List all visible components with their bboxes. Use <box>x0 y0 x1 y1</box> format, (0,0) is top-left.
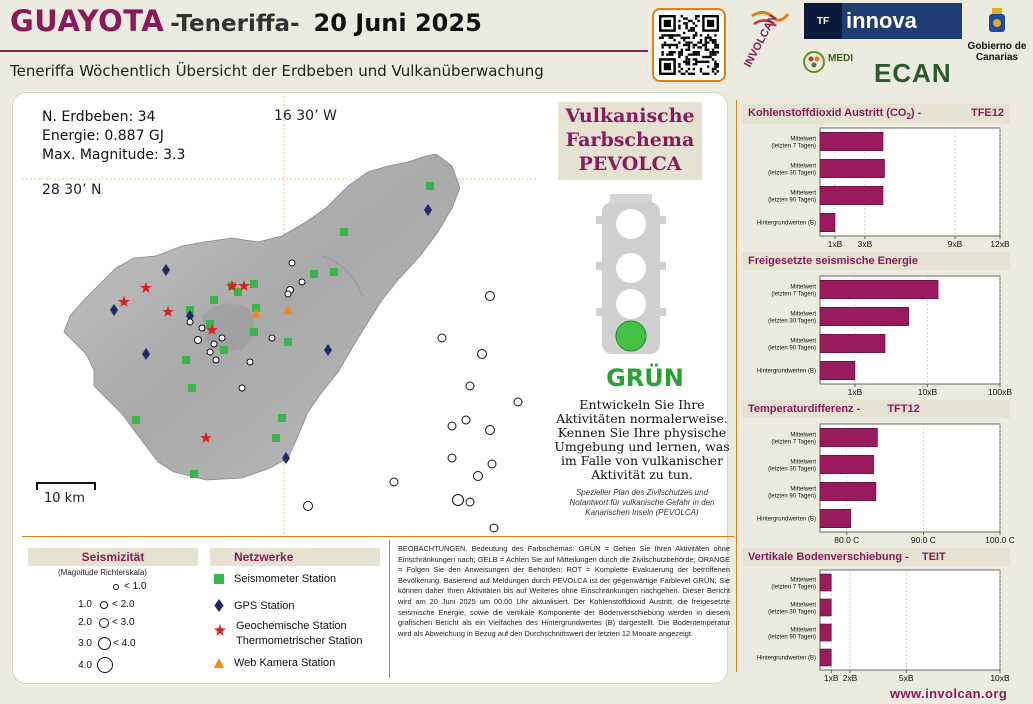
gobierno-logo-text: Gobierno de Canarias <box>967 41 1027 63</box>
bar <box>820 307 909 325</box>
category-label: (letzten 30 Tagen) <box>768 170 816 177</box>
latitude-label: 28 30’ N <box>42 182 102 198</box>
category-label: Mittelwert <box>790 190 816 197</box>
seismometer-marker <box>278 414 286 422</box>
pevolca-title: Vulkanische Farbschema PEVOLCA <box>558 102 702 180</box>
bar <box>820 455 874 473</box>
bar <box>820 649 831 666</box>
magnitude-row: 2.0 < 3.0 <box>78 617 135 628</box>
seismicity-legend-title: Seismizität <box>28 548 198 566</box>
tick-label: 10xB <box>917 387 938 397</box>
bar <box>820 599 831 616</box>
chart-title-co2: Kohlenstoffdioxid Austritt $(CO_2)$ - TFE12 <box>742 104 1010 124</box>
earthquake-marker <box>466 498 474 506</box>
header-divider <box>0 50 648 52</box>
bar <box>820 428 877 446</box>
coat-of-arms-icon <box>984 6 1010 36</box>
bar <box>820 213 835 231</box>
earthquake-marker <box>448 422 456 430</box>
earthquake-marker <box>488 460 496 468</box>
bar <box>820 361 855 379</box>
category-label: (letzten 90 Tagen) <box>768 634 816 641</box>
earthquake-marker <box>453 495 464 506</box>
bar <box>820 624 831 641</box>
involcan-logo[interactable] <box>744 6 796 76</box>
chart-title-deformation: Vertikale Bodenverschiebung - TEIT <box>742 548 1010 566</box>
legend-divider <box>22 536 734 537</box>
legend-geochemical: Geochemische Station Thermometrischer Station <box>214 619 363 649</box>
longitude-label: 16 30’ W <box>274 108 337 124</box>
category-label: (letzten 7 Tagen) <box>771 584 816 591</box>
chart-energy <box>742 272 1013 397</box>
magnitude-row: < 1.0 <box>76 581 147 592</box>
earthquake-marker <box>490 524 498 532</box>
seismometer-marker <box>284 338 292 346</box>
magnitude-row: 3.0 < 4.0 <box>78 638 136 649</box>
networks-legend-title: Netzwerke <box>210 548 380 566</box>
max-magnitude: Max. Magnitude: 3.3 <box>42 147 186 163</box>
category-label: Mittelwert <box>790 602 816 609</box>
category-label: Hintergrundwerten (B) <box>756 368 816 375</box>
chart-title-energy: Freigesetzte seismische Energie <box>742 252 1010 270</box>
tick-label: 12xB <box>990 239 1010 249</box>
seismometer-marker <box>132 416 140 424</box>
gobierno-logo[interactable] <box>964 6 1030 72</box>
tick-label: 100xB <box>987 387 1013 397</box>
category-label: Hintergrundwerten (B) <box>756 655 816 662</box>
earthquake-marker <box>239 385 245 391</box>
footer-website-link[interactable]: www.involcan.org <box>890 686 1008 701</box>
island-title: -Teneriffa- <box>170 11 300 37</box>
seismometer-marker <box>220 346 228 354</box>
tick-label: 90.0 C <box>910 535 936 545</box>
tick-label: 80.0 C <box>834 535 860 545</box>
medi-logo-text: MEDI <box>828 53 853 64</box>
seismicity-legend-subtitle: (Magnitude Richterskala) <box>58 568 147 577</box>
seismometer-marker <box>340 228 348 236</box>
bar <box>820 334 885 352</box>
category-label: (letzten 7 Tagen) <box>771 291 816 298</box>
seismometer-marker <box>234 288 242 296</box>
earthquake-marker <box>486 426 495 435</box>
legend-gps: GPS Station <box>214 599 295 612</box>
tick-label: 2xB <box>842 673 858 683</box>
traffic-light-icon <box>596 190 666 360</box>
category-label: Mittelwert <box>790 311 816 318</box>
chart-temperature <box>742 420 1015 545</box>
earthquake-marker <box>514 398 522 406</box>
column-divider <box>736 100 737 672</box>
tick-label: 1xB <box>847 387 863 397</box>
category-label: Mittelwert <box>790 627 816 634</box>
earthquake-marker <box>486 292 495 301</box>
bar <box>820 280 938 298</box>
earthquake-marker <box>269 335 275 341</box>
earthquake-marker <box>289 260 295 266</box>
bar <box>820 574 831 591</box>
magnitude-circle-icon <box>99 618 109 628</box>
seismometer-marker <box>188 384 196 392</box>
tick-label: 5xB <box>898 673 914 683</box>
observations-text: BEOBACHTUNGEN. Bedeutung des Farbschemas: GRÜN = Gehen Sie Ihren Aktivitäten ohne Einschränkungen nach; GELB = Achten Sie auf Mitteilungen durch die Zivilschutzbehörde; ORANGE = Folgen Sie den Anweisungen der Behörden; ROT = Komplette Evakuierung der betroffenen Bevölkerung. Basierend auf Meldungen durch PEVOLCA ist der gegenwärtige Farblevel GRÜN; Sie können daher Ihren Aktivitäten bis auf Weiteres ohne Einschränkungen nachgehen. Dieser Bericht wird am 20 Juni 2025 um 00.00 Uhr aktualisiert. Der Kohlenstoffdioxid Austritt, die freigesetzte seismische Energie, sowie die vertikale Komponente der Bodenverschiebung werden in diesem grafischen Bericht als ein Vielfaches des Hintergrundwertes (B) dargestellt. Die Bodentemperatur wird als Abweichung in Bezug auf den Durchschnittswert der letzten 12 Monate angezeigt. <box>398 544 730 638</box>
magnitude-row: 1.0 < 2.0 <box>78 599 135 610</box>
chart-deformation <box>742 566 1010 682</box>
bar <box>820 482 876 500</box>
category-label: Mittelwert <box>790 459 816 466</box>
tick-label: 10xB <box>990 673 1010 683</box>
category-label: Mittelwert <box>790 577 816 584</box>
map-scale-bar <box>36 482 96 506</box>
earthquake-marker <box>474 472 483 481</box>
category-label: (letzten 7 Tagen) <box>771 143 816 150</box>
triangle-icon <box>214 658 224 668</box>
magnitude-circle-icon <box>97 657 113 673</box>
earthquake-marker <box>219 335 225 341</box>
category-label: (letzten 90 Tagen) <box>768 345 816 352</box>
magnitude-circle-icon <box>100 601 108 609</box>
seismometer-marker <box>182 356 190 364</box>
scale-label: 10 km <box>44 491 85 506</box>
earthquake-marker <box>247 359 253 365</box>
square-icon <box>214 574 224 584</box>
category-label: (letzten 30 Tagen) <box>768 318 816 325</box>
involcan-logo-text: INVOLCAN <box>742 13 780 70</box>
plot-area <box>820 570 1000 670</box>
tfinnova-logo[interactable] <box>804 3 962 39</box>
seismometer-marker <box>250 328 258 336</box>
earthquake-marker <box>466 382 474 390</box>
earthquake-count: N. Erdbeben: 34 <box>42 109 156 125</box>
chart-co2 <box>742 124 1010 248</box>
alert-description: Entwickeln Sie Ihre Aktivitäten normalerweise. Kennen Sie Ihre physische Umgebung und lernen, was im Falle von vulkanischer Aktivität zu tun. <box>554 397 730 482</box>
alert-level: GRÜN <box>606 364 684 392</box>
category-label: Mittelwert <box>790 163 816 170</box>
category-label: Mittelwert <box>790 486 816 493</box>
tfinnova-logo-text: innova <box>846 8 917 33</box>
island-shape <box>64 154 460 480</box>
seismometer-marker <box>250 280 258 288</box>
seismometer-marker <box>426 182 434 190</box>
seismometer-marker <box>190 470 198 478</box>
earthquake-marker <box>199 325 205 331</box>
category-label: (letzten 30 Tagen) <box>768 466 816 473</box>
qr-code[interactable] <box>652 8 726 82</box>
earthquake-marker <box>187 319 193 325</box>
earthquake-marker <box>195 337 202 344</box>
earthquake-marker <box>285 291 291 297</box>
seismometer-marker <box>272 434 280 442</box>
earthquake-marker <box>438 334 446 342</box>
seismometer-marker <box>210 296 218 304</box>
earthquake-marker <box>304 502 313 511</box>
earthquake-marker <box>448 454 456 462</box>
tfinnova-mark: TF <box>804 3 842 39</box>
tick-label: 1xB <box>823 673 839 683</box>
category-label: (letzten 90 Tagen) <box>768 197 816 204</box>
observations-divider <box>389 540 390 678</box>
tick-label: 100.0 C <box>985 535 1015 545</box>
diamond-icon <box>214 599 224 612</box>
earthquake-marker <box>478 350 487 359</box>
category-label: Hintergrundwerten (B) <box>756 220 816 227</box>
pevolca-plan-note: Spezieller Plan des Zivilschutzes und Notantwort für vulkanische Gefahr in den Kanarischen Inseln (PEVOLCA) <box>569 488 715 517</box>
category-label: Hintergrundwerten (B) <box>756 516 816 523</box>
seismometer-marker <box>330 268 338 276</box>
legend-seismometer: Seismometer Station <box>214 573 336 585</box>
earthquake-marker <box>462 416 470 424</box>
tick-label: 1xB <box>827 239 843 249</box>
medi-logo[interactable] <box>802 44 872 80</box>
category-label: (letzten 90 Tagen) <box>768 493 816 500</box>
bar <box>820 186 883 204</box>
earthquake-marker <box>299 279 305 285</box>
qr-code-icon <box>659 15 719 75</box>
report-title <box>10 4 482 38</box>
category-label: Mittelwert <box>790 136 816 143</box>
magnitude-circle-icon <box>98 637 111 650</box>
location-title: GUAYOTA <box>10 4 165 38</box>
bar <box>820 159 885 177</box>
report-date: 20 Juni 2025 <box>313 9 482 37</box>
energy-value: Energie: 0.887 GJ <box>42 128 164 144</box>
bar <box>820 132 883 150</box>
category-label: Mittelwert <box>790 432 816 439</box>
category-label: (letzten 7 Tagen) <box>771 439 816 446</box>
magnitude-row: 4.0 <box>64 657 114 673</box>
category-label: Mittelwert <box>790 284 816 291</box>
category-label: (letzten 30 Tagen) <box>768 609 816 616</box>
bar <box>820 509 851 527</box>
seismometer-marker <box>310 270 318 278</box>
earthquake-marker <box>213 357 219 363</box>
earthquake-marker <box>207 349 213 355</box>
chart-title-temperature: Temperaturdifferenz - TFT12 <box>742 400 1010 418</box>
star-icon <box>214 624 226 636</box>
ecan-logo[interactable]: ECAN <box>874 58 952 88</box>
earthquake-marker <box>390 478 398 486</box>
magnitude-circle-icon <box>113 584 119 590</box>
report-subtitle: Teneriffa Wöchentlich Übersicht der Erdbeben und Vulkanüberwachung <box>10 62 544 80</box>
tick-label: 9xB <box>947 239 963 249</box>
seismic-stats <box>42 108 185 165</box>
earthquake-marker <box>211 341 217 347</box>
tick-label: 3xB <box>857 239 873 249</box>
category-label: Mittelwert <box>790 338 816 345</box>
legend-webcam: Web Kamera Station <box>214 657 335 669</box>
